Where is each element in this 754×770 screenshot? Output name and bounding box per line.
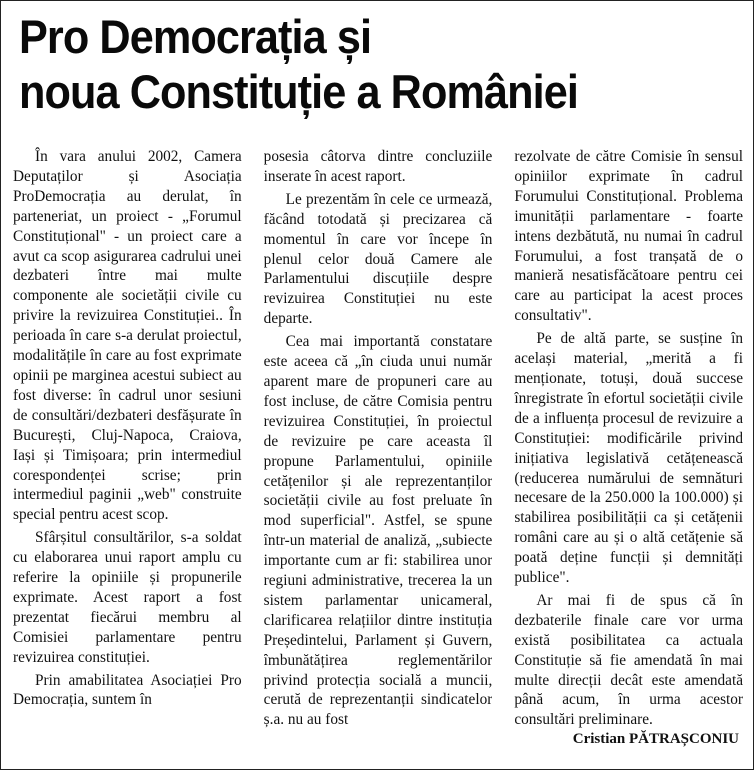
paragraph: În vara anului 2002, Camera Deputaților și Asociația ProDemocrația au derulat, în parteneriat, un proiect - „Forumul Constituțional" - un proiect care a avut ca scop asigurarea cadrului unei dezbateri între mai multe componente ale societății civile cu privire la revizuirea Constituției.. În perioada în care s-a derulat proiectul, modalitățile în care au fost exprimate opinii pe marginea acestui subiect au fost diverse: în cadrul unor sesiuni de consultări/dezbateri desfășurate în București, Cluj-Napoca, Craiova, Iași și Timișoara; prin intermediul corespondenței scrise; prin intermediul paginii „web" construite special pentru acest scop.: [13, 148, 242, 524]
author-signature: Cristian PĂTRAȘCONIU: [572, 731, 739, 747]
paragraph: Pe de altă parte, se susține în același material, „merită a fi menționate, totuși, două succese înregistrate în efortul societății civile de a influența procesul de revizuire a Constituției: modificările privind inițiativa legislativă cetățenească (reducerea numărului de semnături necesare de la 250.000 la 100.000) și stabilirea posibilității ca și cetățenii români care au și o altă cetățenie să poată deține funcții și demnități publice".: [514, 330, 744, 587]
text-column-2: [264, 147, 493, 751]
article-headline: [19, 9, 681, 119]
text-column-3: [514, 147, 743, 751]
paragraph: Sfârșitul consultărilor, s-a soldat cu elaborarea unui raport amplu cu referire la opiniile și propunerile exprimate. Acest raport a fost prezentat fiecărui membru al Comisiei parlamentare pentru revizuirea constituției.: [13, 529, 242, 666]
paragraph-continuation: posesia câtorva dintre concluziile inserate în acest raport.: [263, 148, 493, 185]
paragraph-continuation: rezolvate de către Comisie în sensul opiniilor exprimate în cadrul Forumului Constituțional. Problema imunității parlamentare - foarte intens dezbătută, nu numai în cadrul Forumului, a fost tranșată de o manieră nesatisfăcătoare pentru cei care au participat la acest proces consultativ".: [514, 148, 744, 325]
article-body: [13, 147, 743, 751]
headline-line-1: Pro Democrația și: [19, 10, 372, 63]
text-column-1: [13, 147, 242, 751]
paragraph: Prin amabilitatea Asociației Pro Democrația, suntem în: [13, 671, 242, 709]
paragraph: Le prezentăm în cele ce urmează, făcând totodată și precizarea că momentul în care vor începe în plenul celor două Camere ale Parlamentului discuțiile despre revizuirea Constituției nu este departe.: [263, 190, 493, 328]
headline-line-2: noua Constituție a României: [19, 65, 578, 118]
paragraph: Cea mai importantă constatare este aceea că „în ciuda unui număr aparent mare de propuneri care au fost incluse, de către Comisia pentru revizuirea Constituției, în proiectul de revizuire pe care aceasta îl propune Parlamentului, opiniile cetățenilor și ale reprezentanților societății civile au fost preluate în mod superficial". Astfel, se spune într-un material de analiză, „subiecte importante cum ar fi: stabilirea unor regiuni administrative, trecerea la un sistem parlamentar unicameral, clarificarea relațiilor dintre instituția Președintelui, Parlament și Guvern, îmbunătățirea reglementărilor privind protecția socială a muncii, cerută de reprezentanții sindicatelor ș.a. nu au fost: [263, 333, 493, 729]
paragraph: Ar mai fi de spus că în dezbaterile finale care vor urma există posibilitatea ca actuala Constituție să fie amendată în mai multe direcții decât este amendată până acum, în urma acestor consultări preliminare.: [514, 591, 744, 729]
